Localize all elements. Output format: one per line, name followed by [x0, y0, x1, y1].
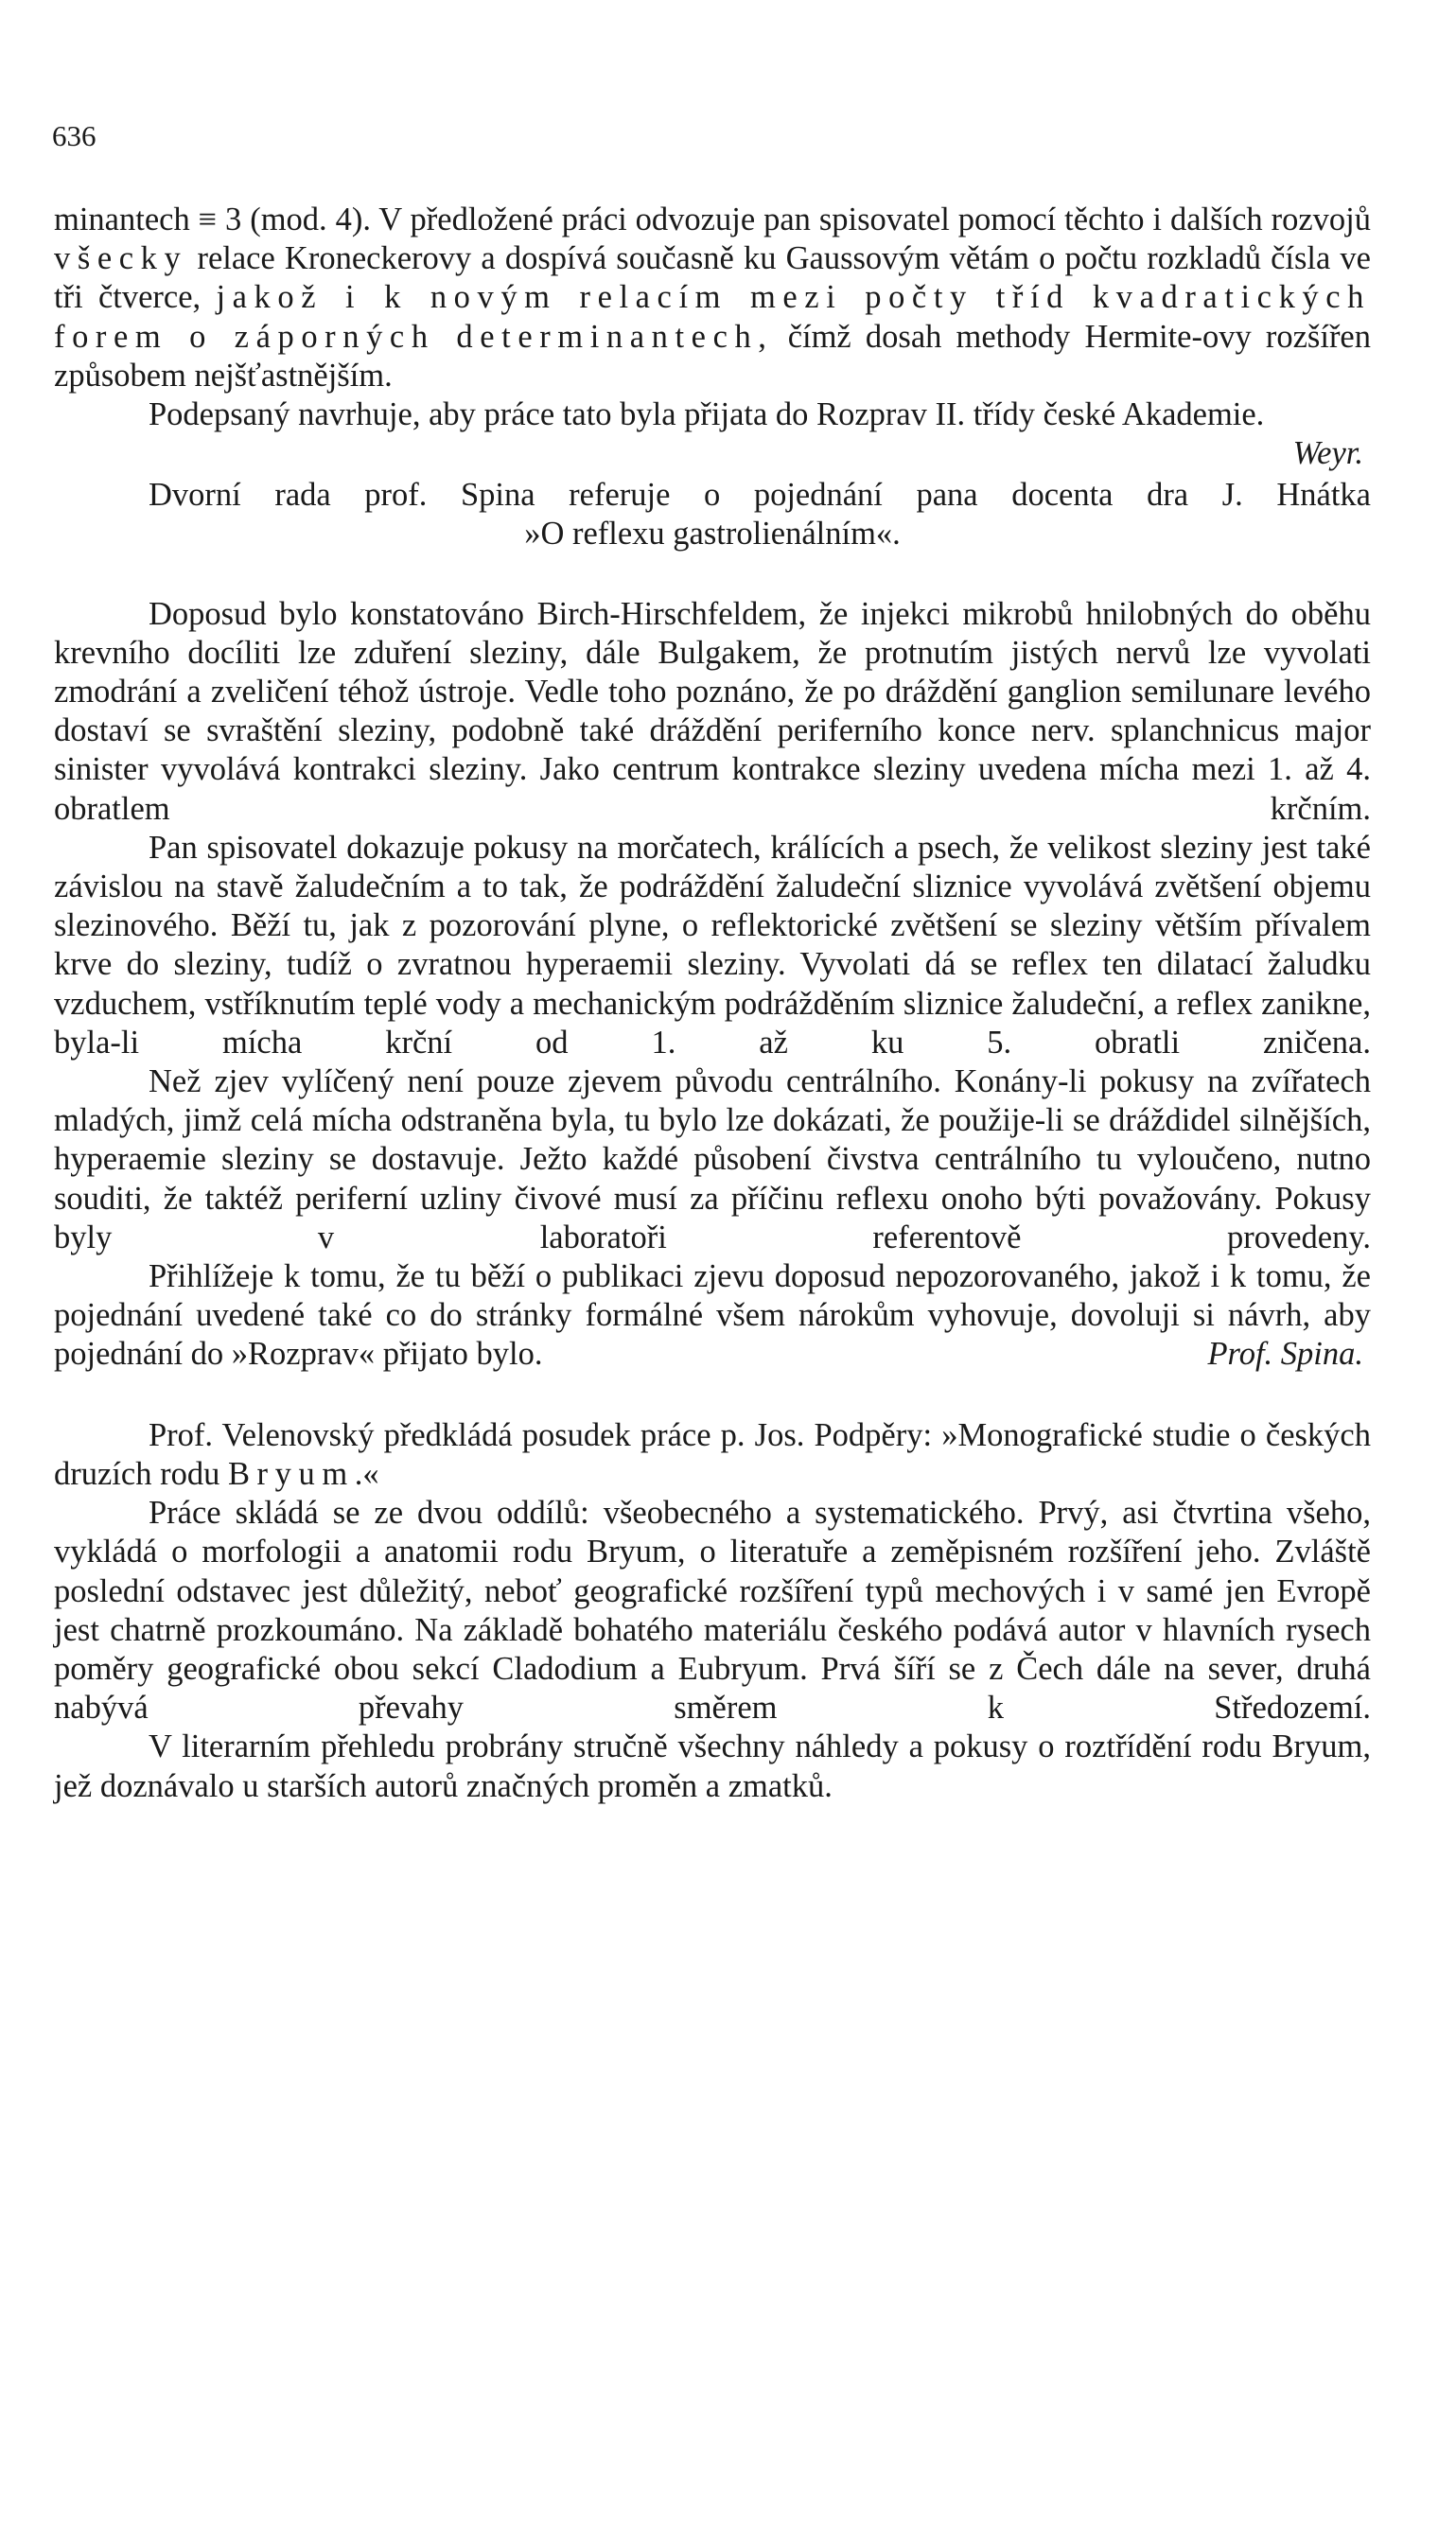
paragraph-body: V literarním přehledu probrány stručně všechny náhledy a pokusy o roztřídění rodu Bryum, jež doznávalo u starších autorů značných proměn a zmatků.	[54, 1728, 1371, 1804]
paragraph-velenovsky-intro	[54, 1416, 1371, 1494]
paragraph-text: čímž dosah methody Hermite-ovy rozšířen způsobem nejšťastnějším.	[54, 318, 1371, 394]
paragraph-text: relace Kroneckerovy a dospívá současně ku Gaussovým větám o počtu rozkladů čísla ve tři čtverce,	[54, 240, 1371, 316]
page-number: 636	[52, 119, 96, 152]
signature-weyr: Weyr.	[1292, 435, 1363, 472]
paragraph-proposal	[54, 395, 1371, 472]
spaced-emphasis: všecky	[54, 240, 188, 277]
paragraph-text: Dvorní rada prof. Spina referuje o pojednání pana docenta dra J. Hnátka	[149, 477, 1371, 514]
paragraph-weyr-report	[54, 201, 1371, 395]
paragraph-body: Než zjev vylíčený není pouze zjevem původu centrálního. Konány-li pokusy na zvířatech mladých, jimž celá mícha odstraněna byla, tu bylo lze dokázati, že použije-li se dráždidel silnějších, hyperaemie sleziny se dostavuje. Ježto každé působení čivstva centrálního tu vyloučeno, nutno souditi, že taktéž periferní uzliny čivové musí za příčinu reflexu onoho býti považovány. Pokusy byly v laboratoři referentově provedeny.	[54, 1063, 1371, 1255]
paragraph-text: Podepsaný navrhuje, aby práce tato byla přijata do Rozprav II. třídy české Akademie.	[149, 396, 1265, 433]
paragraph-text: Přihlížeje k tomu, že tu běží o publikaci zjevu doposud nepozorovaného, jakož i k tomu, že pojednání uvedené také co do stránky formálné všem nárokům vyhovuje, dovoluji si návrh, aby pojednání do »Rozprav« přijato bylo.	[54, 1258, 1371, 1373]
paragraph-spina-intro	[54, 476, 1371, 515]
page-body	[54, 201, 1371, 1806]
paragraph-body: Doposud bylo konstatováno Birch-Hirschfeldem, že injekci mikrobů hnilobných do oběhu krevního docíliti lze zduření sleziny, dále Bulgakem, že protnutím jistých nervů lze vyvolati zmodrání a zveličení téhož ústroje. Vedle toho poznáno, že po dráždění ganglion semilunare levého dostaví se svraštění sleziny, podobně také dráždění periferního konce nerv. splanchnicus major sinister vyvolává kontrakci sleziny. Jako centrum kontrakce sleziny uvedena mícha mezi 1. až 4. obratlem krčním.	[54, 595, 1371, 827]
signature-spina: Prof. Spina.	[1207, 1336, 1363, 1373]
spaced-emphasis: jakož i k novým relacím mezi počty tříd kvadratických forem o záporných determinantech,	[54, 279, 1371, 355]
paragraph-body: Pan spisovatel dokazuje pokusy na morčatech, králících a psech, že velikost sleziny jest také závislou na stavě žaludečním a to tak, že podráždění žaludeční sliznice vyvolává zvětšení objemu slezinového. Běží tu, jak z pozorování plyne, o reflektorické zvětšení se sleziny větším přívalem krve do sleziny, tudíž o zvratnou hyperaemii sleziny. Vyvolati dá se reflex ten dilatací žaludku vzduchem, vstříknutím teplé vody a mechanickým podrážděním sliznice žaludeční, a reflex zanikne, byla-li mícha krční od 1. až ku 5. obratli zničena.	[54, 829, 1371, 1061]
paragraph-text: minantech ≡ 3 (mod. 4). V předložené práci odvozuje pan spisovatel pomocí těchto i dalších rozvojů	[54, 202, 1371, 237]
article-title: »O reflexu gastrolienálním«.	[524, 516, 901, 553]
paragraph-text: .«	[354, 1455, 379, 1492]
paragraph-text: Prof. Velenovský předkládá posudek práce p. Jos. Podpěry: »Monografické studie o českých druzích rodu	[54, 1416, 1371, 1492]
paragraph-recommendation	[54, 1257, 1371, 1375]
spaced-emphasis: Bryum	[227, 1455, 355, 1492]
paragraph-body: Práce skládá se ze dvou oddílů: všeobecného a systematického. Prvý, asi čtvrtina všeho, vykládá o morfologii a anatomii rodu Bryum, o literatuře a zeměpisném rozšíření jeho. Zvláště poslední odstavec jest důležitý, neboť geografické rozšíření typů mechových i v samé jen Evropě jest chatrně prozkoumáno. Na základě bohatého materiálu českého podává autor v hlavních rysech poměry geografické obou sekcí Cladodium a Eubryum. Prvá šíří se z Čech dále na sever, druhá nabývá převahy směrem k Středozemí.	[54, 1495, 1371, 1727]
